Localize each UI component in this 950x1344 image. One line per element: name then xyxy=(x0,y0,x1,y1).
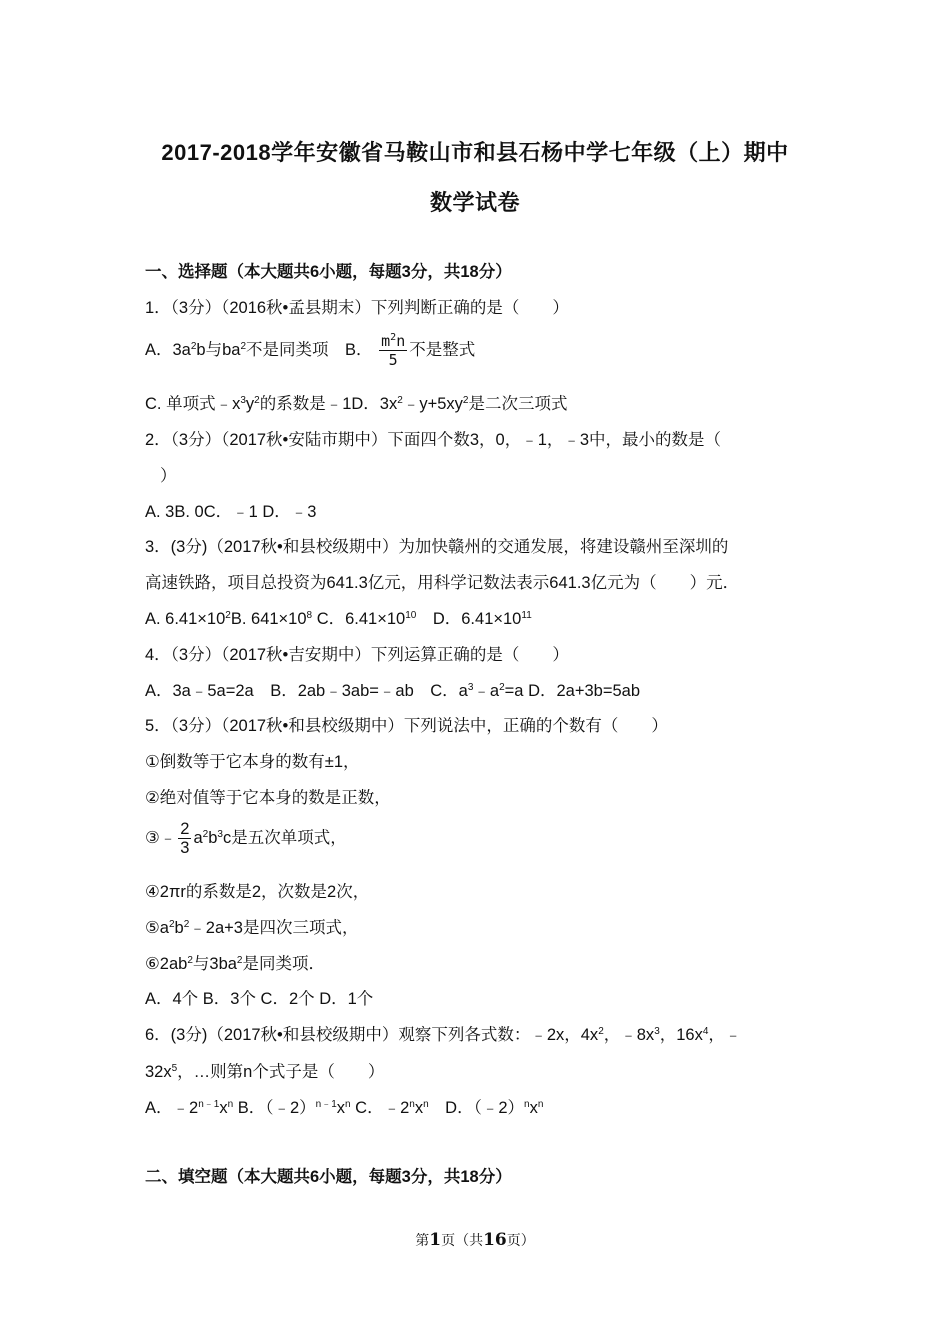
question-6-options: A．$﹣2^{n﹣1}x^n$ B．$(﹣2)^{n﹣1}x^n$ C．$﹣2^nx^n$ D．$(﹣2)^nx^n$ xyxy=(145,1099,544,1117)
question-3-options: A. $6.41\times 10^2B$. $641\times 10^8$ C．$6.41\times 10^{10}$ D．$6.41\times 10^{11}$ xyxy=(145,610,532,628)
question-6-stem-cont: $32x^5$，…则第n个式子是（ ） xyxy=(145,1063,385,1081)
question-5-statement-6: $⑥2ab^2$与$3ba^2$是同类项． xyxy=(145,955,325,973)
question-1-options-cd: C. 单项式$﹣x^3y^2$的系数是﹣1D．$3x^2﹣y+5xy^2$是二次三项式 xyxy=(145,395,568,413)
page-subtitle: 数学试卷 xyxy=(429,190,520,215)
fraction-m2n-over-5: $\frac{m^2n}{5}$ xyxy=(381,332,406,369)
question-5-options: A．4个 B．3个 C．2个 D．1个 xyxy=(145,990,374,1008)
question-6-stem: 6．(3分)（2017秋•和县校级期中）观察下列各式数：﹣2x，$4x^2$，$﹣8x^3$，$16x^4$，﹣ xyxy=(145,1026,742,1044)
fraction-2-over-3: $\frac{2}{3}$ xyxy=(180,820,190,857)
question-5-statement-3: ③﹣ $\frac{2}{3}$ $a^2b^3c$是五次单项式， xyxy=(145,820,347,857)
question-5-statement-2: ②绝对值等于它本身的数是正数， xyxy=(145,789,391,807)
question-3-stem: 3．(3分)（2017秋•和县校级期中）为加快赣州的交通发展，将建设赣州至深圳的 xyxy=(145,538,729,556)
question-2-stem-cont: ） xyxy=(160,467,177,485)
question-5-statement-1: ①倒数等于它本身的数有±1， xyxy=(145,753,360,771)
question-5-statement-4: ④2πr的系数是2，次数是2次， xyxy=(145,883,370,901)
question-2-stem: 2．（3分）（2017秋•安陆市期中）下面四个数3，0，﹣1，﹣3中，最小的数是（ xyxy=(145,431,722,449)
page-title: 2017-2018学年安徽省马鞍山市和县石杨中学七年级（上）期中 xyxy=(161,140,789,165)
current-page: 1 xyxy=(429,1230,442,1250)
question-4-options: A．3a﹣5a=2a B．2ab﹣3ab=﹣ab C．$a^3﹣a^2=a$ D．2a+3b=5ab xyxy=(145,682,640,700)
total-pages: 16 xyxy=(483,1230,507,1250)
section-heading-choice: 一、选择题（本大题共6小题，每题3分，共18分） xyxy=(145,263,512,281)
question-5-stem: 5．（3分）（2017秋•和县校级期中）下列说法中，正确的个数有（ ） xyxy=(145,717,668,735)
question-1-options-ab: A．$3a^2b$与$ba^2$不是同类项 B． $\frac{m^2n}{5}$ 不是整式 xyxy=(145,332,476,369)
page-footer: 第1页（共16页） xyxy=(415,1230,535,1250)
question-2-options: A. 3B. 0C．﹣1 D．﹣3 xyxy=(145,503,317,521)
question-3-stem-cont: 高速铁路，项目总投资为641.3亿元，用科学记数法表示641.3亿元为（ ）元． xyxy=(145,574,740,592)
question-1-stem: 1．（3分）（2016秋•孟县期末）下列判断正确的是（ ） xyxy=(145,299,569,317)
question-4-stem: 4．（3分）（2017秋•吉安期中）下列运算正确的是（ ） xyxy=(145,646,569,664)
question-5-statement-5: $⑤a^2b^2﹣2a+3$是四次三项式， xyxy=(145,919,359,937)
section-heading-fill: 二、填空题（本大题共6小题，每题3分，共18分） xyxy=(145,1168,512,1186)
